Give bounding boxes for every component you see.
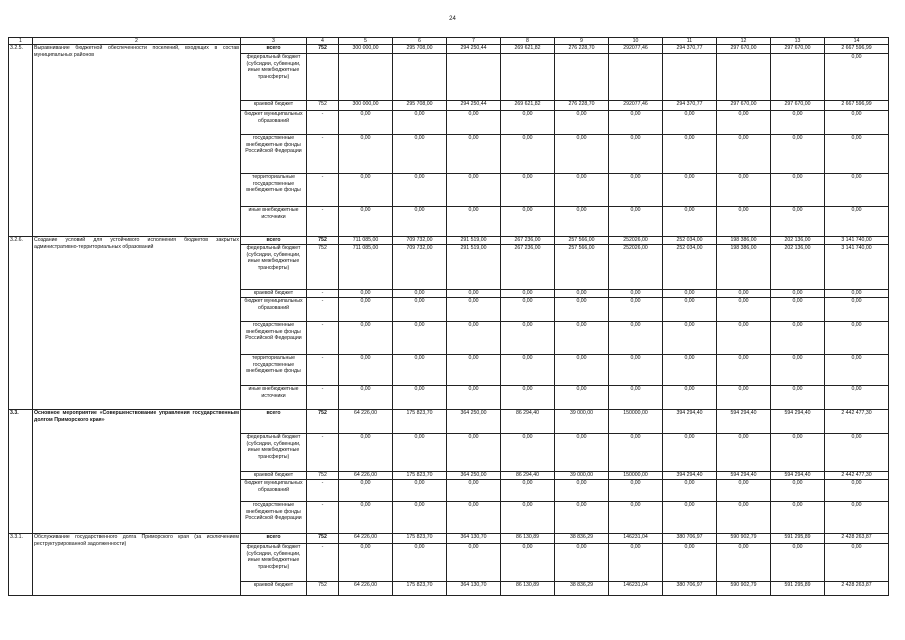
amount-cell: 150000,00 <box>609 410 663 434</box>
amount-cell: 0,00 <box>825 502 889 534</box>
amount-cell: 594 294,40 <box>771 410 825 434</box>
funding-source: территориальные государственные внебюджетные фонды <box>241 174 307 207</box>
amount-cell: 294 370,77 <box>663 45 717 54</box>
amount-cell: 0,00 <box>555 111 609 135</box>
funding-source: государственные внебюджетные фонды Российской Федерации <box>241 502 307 534</box>
amount-cell: 252 034,00 <box>663 245 717 290</box>
amount-cell: 0,00 <box>447 290 501 298</box>
amount-cell: 276 228,70 <box>555 101 609 111</box>
amount-cell: 39 000,00 <box>555 410 609 434</box>
column-number-1: 1 <box>9 38 33 45</box>
gr-code: 752 <box>307 245 339 290</box>
funding-source: федеральный бюджет (субсидии, субвенции, иные межбюджетные трансферты) <box>241 544 307 582</box>
funding-source: краевой бюджет <box>241 582 307 596</box>
amount-cell: 0,00 <box>339 322 393 355</box>
amount-cell: 0,00 <box>825 434 889 472</box>
amount-cell: 0,00 <box>771 355 825 386</box>
amount-cell: 0,00 <box>555 502 609 534</box>
item-name: Выравнивание бюджетной обеспеченности поселений, входящих в состав муниципальных районов <box>33 45 241 237</box>
amount-cell: 0,00 <box>555 174 609 207</box>
gr-code: - <box>307 298 339 322</box>
gr-code: 752 <box>307 582 339 596</box>
amount-cell: 0,00 <box>663 174 717 207</box>
column-number-11: 11 <box>663 38 717 45</box>
amount-cell: 198 386,00 <box>717 237 771 245</box>
amount-cell: 0,00 <box>609 135 663 174</box>
column-number-3: 3 <box>241 38 307 45</box>
amount-cell: 2 442 477,30 <box>825 472 889 480</box>
amount-cell: 0,00 <box>771 174 825 207</box>
column-number-4: 4 <box>307 38 339 45</box>
amount-cell: 0,00 <box>555 386 609 410</box>
amount-cell: 0,00 <box>717 544 771 582</box>
item-number: 3.3. <box>9 410 33 534</box>
amount-cell: 64 226,00 <box>339 534 393 544</box>
amount-cell: 0,00 <box>717 135 771 174</box>
amount-cell: 0,00 <box>717 298 771 322</box>
amount-cell: 0,00 <box>447 386 501 410</box>
amount-cell <box>663 54 717 101</box>
column-number-14: 14 <box>825 38 889 45</box>
amount-cell: 0,00 <box>717 480 771 502</box>
amount-cell: 0,00 <box>609 386 663 410</box>
amount-cell: 295 708,00 <box>393 45 447 54</box>
gr-code: - <box>307 434 339 472</box>
table-row <box>9 534 889 544</box>
amount-cell <box>771 54 825 101</box>
amount-cell: 0,00 <box>663 434 717 472</box>
amount-cell: 0,00 <box>663 480 717 502</box>
funding-source: федеральный бюджет (субсидии, субвенции, иные межбюджетные трансферты) <box>241 54 307 101</box>
funding-source: всего <box>241 534 307 544</box>
amount-cell: 38 836,29 <box>555 582 609 596</box>
amount-cell: 0,00 <box>717 502 771 534</box>
amount-cell: 0,00 <box>771 434 825 472</box>
amount-cell: 0,00 <box>339 502 393 534</box>
amount-cell: 709 732,00 <box>393 237 447 245</box>
funding-source: иные внебюджетные источники <box>241 207 307 237</box>
amount-cell: 0,00 <box>393 502 447 534</box>
table-row <box>9 45 889 54</box>
amount-cell: 0,00 <box>501 111 555 135</box>
amount-cell: 0,00 <box>825 174 889 207</box>
amount-cell: 0,00 <box>663 111 717 135</box>
amount-cell: 380 706,97 <box>663 534 717 544</box>
column-number-5: 5 <box>339 38 393 45</box>
column-number-8: 8 <box>501 38 555 45</box>
amount-cell: 0,00 <box>609 111 663 135</box>
funding-source: бюджет муниципальных образований <box>241 298 307 322</box>
amount-cell: 0,00 <box>555 355 609 386</box>
amount-cell: 146231,04 <box>609 534 663 544</box>
column-number-6: 6 <box>393 38 447 45</box>
amount-cell: 0,00 <box>501 434 555 472</box>
amount-cell: 257 566,00 <box>555 245 609 290</box>
page-number: 24 <box>449 16 456 22</box>
amount-cell: 0,00 <box>825 54 889 101</box>
column-number-12: 12 <box>717 38 771 45</box>
amount-cell: 0,00 <box>555 480 609 502</box>
amount-cell: 300 000,00 <box>339 45 393 54</box>
item-name: Основное мероприятие «Совершенствование управления государственным долгом Приморского края» <box>33 410 241 534</box>
column-number-row <box>9 38 889 45</box>
amount-cell: 0,00 <box>609 434 663 472</box>
amount-cell: 0,00 <box>609 207 663 237</box>
amount-cell: 0,00 <box>609 298 663 322</box>
amount-cell: 38 836,29 <box>555 534 609 544</box>
amount-cell: 175 823,70 <box>393 582 447 596</box>
amount-cell <box>447 54 501 101</box>
gr-code: - <box>307 207 339 237</box>
amount-cell: 202 136,00 <box>771 237 825 245</box>
amount-cell: 0,00 <box>501 174 555 207</box>
amount-cell: 0,00 <box>555 135 609 174</box>
amount-cell: 292077,46 <box>609 45 663 54</box>
item-number: 3.2.5. <box>9 45 33 237</box>
amount-cell: 267 236,00 <box>501 245 555 290</box>
amount-cell: 0,00 <box>555 207 609 237</box>
amount-cell <box>609 54 663 101</box>
amount-cell: 591 295,89 <box>771 582 825 596</box>
amount-cell: 711 085,00 <box>339 237 393 245</box>
amount-cell: 0,00 <box>609 290 663 298</box>
amount-cell: 276 228,70 <box>555 45 609 54</box>
amount-cell: 591 295,89 <box>771 534 825 544</box>
amount-cell: 39 000,00 <box>555 472 609 480</box>
amount-cell: 0,00 <box>609 480 663 502</box>
amount-cell: 0,00 <box>501 207 555 237</box>
amount-cell: 0,00 <box>393 135 447 174</box>
amount-cell: 0,00 <box>717 355 771 386</box>
amount-cell: 0,00 <box>771 298 825 322</box>
table-row <box>9 237 889 245</box>
amount-cell: 0,00 <box>393 355 447 386</box>
amount-cell: 0,00 <box>825 111 889 135</box>
amount-cell: 146231,04 <box>609 582 663 596</box>
column-number-9: 9 <box>555 38 609 45</box>
amount-cell: 297 670,00 <box>771 45 825 54</box>
amount-cell: 0,00 <box>771 480 825 502</box>
amount-cell: 0,00 <box>339 355 393 386</box>
amount-cell: 64 226,00 <box>339 410 393 434</box>
amount-cell: 0,00 <box>825 298 889 322</box>
amount-cell: 86 294,40 <box>501 472 555 480</box>
funding-source: федеральный бюджет (субсидии, субвенции, иные межбюджетные трансферты) <box>241 245 307 290</box>
amount-cell: 0,00 <box>447 174 501 207</box>
amount-cell: 2 667 596,99 <box>825 45 889 54</box>
item-number: 3.3.1. <box>9 534 33 596</box>
amount-cell: 291 519,00 <box>447 237 501 245</box>
amount-cell: 0,00 <box>447 502 501 534</box>
amount-cell: 0,00 <box>825 322 889 355</box>
amount-cell: 297 670,00 <box>717 45 771 54</box>
gr-code: - <box>307 544 339 582</box>
amount-cell: 0,00 <box>825 544 889 582</box>
amount-cell: 2 442 477,30 <box>825 410 889 434</box>
amount-cell: 0,00 <box>393 480 447 502</box>
funding-source: федеральный бюджет (субсидии, субвенции, иные межбюджетные трансферты) <box>241 434 307 472</box>
gr-code: - <box>307 322 339 355</box>
amount-cell: 364 250,00 <box>447 472 501 480</box>
amount-cell: 0,00 <box>771 386 825 410</box>
gr-code: - <box>307 111 339 135</box>
gr-code <box>307 54 339 101</box>
column-number-10: 10 <box>609 38 663 45</box>
item-number: 3.2.6. <box>9 237 33 410</box>
amount-cell <box>339 54 393 101</box>
amount-cell: 267 236,00 <box>501 237 555 245</box>
amount-cell: 0,00 <box>717 111 771 135</box>
amount-cell: 394 294,40 <box>663 410 717 434</box>
amount-cell: 86 130,89 <box>501 582 555 596</box>
amount-cell: 0,00 <box>717 174 771 207</box>
funding-source: краевой бюджет <box>241 101 307 111</box>
amount-cell: 252 034,00 <box>663 237 717 245</box>
amount-cell <box>393 54 447 101</box>
amount-cell: 257 566,00 <box>555 237 609 245</box>
amount-cell: 0,00 <box>339 290 393 298</box>
amount-cell: 0,00 <box>447 355 501 386</box>
amount-cell: 0,00 <box>555 290 609 298</box>
amount-cell: 2 667 596,99 <box>825 101 889 111</box>
amount-cell: 0,00 <box>771 322 825 355</box>
amount-cell: 0,00 <box>771 111 825 135</box>
funding-source: всего <box>241 410 307 434</box>
amount-cell: 297 670,00 <box>717 101 771 111</box>
amount-cell: 0,00 <box>339 434 393 472</box>
amount-cell: 297 670,00 <box>771 101 825 111</box>
amount-cell: 394 294,40 <box>663 472 717 480</box>
gr-code: 752 <box>307 45 339 54</box>
table-row <box>9 410 889 434</box>
amount-cell: 0,00 <box>717 322 771 355</box>
amount-cell <box>555 54 609 101</box>
amount-cell: 0,00 <box>555 434 609 472</box>
amount-cell: 0,00 <box>501 386 555 410</box>
amount-cell: 64 226,00 <box>339 472 393 480</box>
amount-cell: 0,00 <box>501 544 555 582</box>
amount-cell: 252026,00 <box>609 245 663 290</box>
amount-cell: 0,00 <box>339 544 393 582</box>
amount-cell: 0,00 <box>771 544 825 582</box>
funding-source: иные внебюджетные источники <box>241 386 307 410</box>
amount-cell: 0,00 <box>339 174 393 207</box>
amount-cell: 711 085,00 <box>339 245 393 290</box>
item-name: Создание условий для устойчивого исполнения бюджетов закрытых административно-территориальных образований <box>33 237 241 410</box>
amount-cell: 0,00 <box>501 355 555 386</box>
amount-cell <box>717 54 771 101</box>
amount-cell: 0,00 <box>393 174 447 207</box>
amount-cell: 0,00 <box>339 298 393 322</box>
funding-source: бюджет муниципальных образований <box>241 480 307 502</box>
amount-cell: 3 141 740,00 <box>825 245 889 290</box>
amount-cell: 0,00 <box>663 298 717 322</box>
amount-cell: 590 902,79 <box>717 534 771 544</box>
amount-cell: 0,00 <box>447 434 501 472</box>
amount-cell: 0,00 <box>501 135 555 174</box>
gr-code: - <box>307 174 339 207</box>
amount-cell: 252026,00 <box>609 237 663 245</box>
amount-cell: 0,00 <box>501 322 555 355</box>
amount-cell: 364 130,70 <box>447 582 501 596</box>
amount-cell: 0,00 <box>447 480 501 502</box>
gr-code: - <box>307 355 339 386</box>
amount-cell: 594 294,40 <box>771 472 825 480</box>
amount-cell: 0,00 <box>663 502 717 534</box>
gr-code: - <box>307 135 339 174</box>
amount-cell: 0,00 <box>339 111 393 135</box>
gr-code: - <box>307 290 339 298</box>
amount-cell: 0,00 <box>555 544 609 582</box>
amount-cell: 0,00 <box>393 386 447 410</box>
amount-cell: 0,00 <box>609 502 663 534</box>
amount-cell: 295 708,00 <box>393 101 447 111</box>
amount-cell: 0,00 <box>663 290 717 298</box>
amount-cell: 0,00 <box>663 135 717 174</box>
amount-cell: 0,00 <box>339 386 393 410</box>
amount-cell: 175 823,70 <box>393 410 447 434</box>
column-number-13: 13 <box>771 38 825 45</box>
gr-code: 752 <box>307 534 339 544</box>
amount-cell: 2 428 263,87 <box>825 582 889 596</box>
amount-cell: 0,00 <box>825 480 889 502</box>
column-number-2: 2 <box>33 38 241 45</box>
amount-cell: 0,00 <box>771 207 825 237</box>
amount-cell: 0,00 <box>501 480 555 502</box>
amount-cell: 0,00 <box>393 434 447 472</box>
amount-cell: 0,00 <box>717 290 771 298</box>
amount-cell: 292077,46 <box>609 101 663 111</box>
amount-cell: 0,00 <box>501 290 555 298</box>
gr-code: 752 <box>307 472 339 480</box>
amount-cell: 0,00 <box>825 135 889 174</box>
gr-code: - <box>307 502 339 534</box>
amount-cell: 0,00 <box>501 298 555 322</box>
amount-cell: 0,00 <box>447 298 501 322</box>
amount-cell: 0,00 <box>447 207 501 237</box>
amount-cell: 594 294,40 <box>717 472 771 480</box>
amount-cell: 0,00 <box>447 322 501 355</box>
amount-cell: 0,00 <box>663 386 717 410</box>
funding-source: государственные внебюджетные фонды Российской Федерации <box>241 135 307 174</box>
amount-cell: 0,00 <box>663 207 717 237</box>
amount-cell: 0,00 <box>339 135 393 174</box>
amount-cell: 364 130,70 <box>447 534 501 544</box>
amount-cell: 709 732,00 <box>393 245 447 290</box>
amount-cell: 0,00 <box>393 290 447 298</box>
amount-cell: 0,00 <box>393 207 447 237</box>
amount-cell: 175 823,70 <box>393 534 447 544</box>
table-body <box>9 38 889 596</box>
amount-cell: 0,00 <box>555 322 609 355</box>
amount-cell: 0,00 <box>609 544 663 582</box>
funding-source: краевой бюджет <box>241 472 307 480</box>
amount-cell: 0,00 <box>501 502 555 534</box>
amount-cell: 0,00 <box>825 386 889 410</box>
amount-cell: 0,00 <box>825 355 889 386</box>
funding-source: всего <box>241 237 307 245</box>
funding-source: территориальные государственные внебюджетные фонды <box>241 355 307 386</box>
amount-cell: 2 428 263,87 <box>825 534 889 544</box>
amount-cell: 64 226,00 <box>339 582 393 596</box>
amount-cell: 0,00 <box>825 207 889 237</box>
amount-cell: 175 823,70 <box>393 472 447 480</box>
amount-cell: 0,00 <box>825 290 889 298</box>
amount-cell: 0,00 <box>663 322 717 355</box>
amount-cell: 0,00 <box>717 207 771 237</box>
amount-cell: 269 621,82 <box>501 101 555 111</box>
gr-code: - <box>307 386 339 410</box>
amount-cell: 0,00 <box>555 298 609 322</box>
amount-cell: 202 136,00 <box>771 245 825 290</box>
amount-cell: 0,00 <box>447 111 501 135</box>
amount-cell: 294 250,44 <box>447 45 501 54</box>
funding-source: всего <box>241 45 307 54</box>
amount-cell: 0,00 <box>771 502 825 534</box>
amount-cell: 0,00 <box>771 135 825 174</box>
item-name: Обслуживание государственного долга Приморского края (за исключением реструктурированной задолженности) <box>33 534 241 596</box>
amount-cell: 0,00 <box>447 135 501 174</box>
funding-source: краевой бюджет <box>241 290 307 298</box>
amount-cell: 0,00 <box>717 386 771 410</box>
amount-cell: 294 370,77 <box>663 101 717 111</box>
gr-code: - <box>307 480 339 502</box>
gr-code: 752 <box>307 101 339 111</box>
amount-cell: 364 250,00 <box>447 410 501 434</box>
amount-cell: 590 902,79 <box>717 582 771 596</box>
amount-cell: 269 621,82 <box>501 45 555 54</box>
amount-cell: 0,00 <box>393 544 447 582</box>
amount-cell: 594 294,40 <box>717 410 771 434</box>
amount-cell: 86 130,89 <box>501 534 555 544</box>
amount-cell: 0,00 <box>609 355 663 386</box>
amount-cell: 86 294,40 <box>501 410 555 434</box>
funding-source: государственные внебюджетные фонды Российской Федерации <box>241 322 307 355</box>
funding-source: бюджет муниципальных образований <box>241 111 307 135</box>
amount-cell: 3 141 740,00 <box>825 237 889 245</box>
amount-cell: 0,00 <box>339 207 393 237</box>
amount-cell: 0,00 <box>609 322 663 355</box>
amount-cell: 0,00 <box>393 322 447 355</box>
amount-cell: 150000,00 <box>609 472 663 480</box>
amount-cell: 380 706,97 <box>663 582 717 596</box>
amount-cell: 0,00 <box>717 434 771 472</box>
amount-cell: 291 519,00 <box>447 245 501 290</box>
amount-cell: 0,00 <box>447 544 501 582</box>
amount-cell: 294 250,44 <box>447 101 501 111</box>
amount-cell: 0,00 <box>393 111 447 135</box>
budget-table <box>8 37 889 596</box>
amount-cell: 0,00 <box>339 480 393 502</box>
gr-code: 752 <box>307 410 339 434</box>
amount-cell: 300 000,00 <box>339 101 393 111</box>
amount-cell: 0,00 <box>771 290 825 298</box>
amount-cell: 198 386,00 <box>717 245 771 290</box>
column-number-7: 7 <box>447 38 501 45</box>
amount-cell: 0,00 <box>393 298 447 322</box>
amount-cell: 0,00 <box>663 544 717 582</box>
amount-cell: 0,00 <box>663 355 717 386</box>
gr-code: 752 <box>307 237 339 245</box>
amount-cell <box>501 54 555 101</box>
amount-cell: 0,00 <box>609 174 663 207</box>
